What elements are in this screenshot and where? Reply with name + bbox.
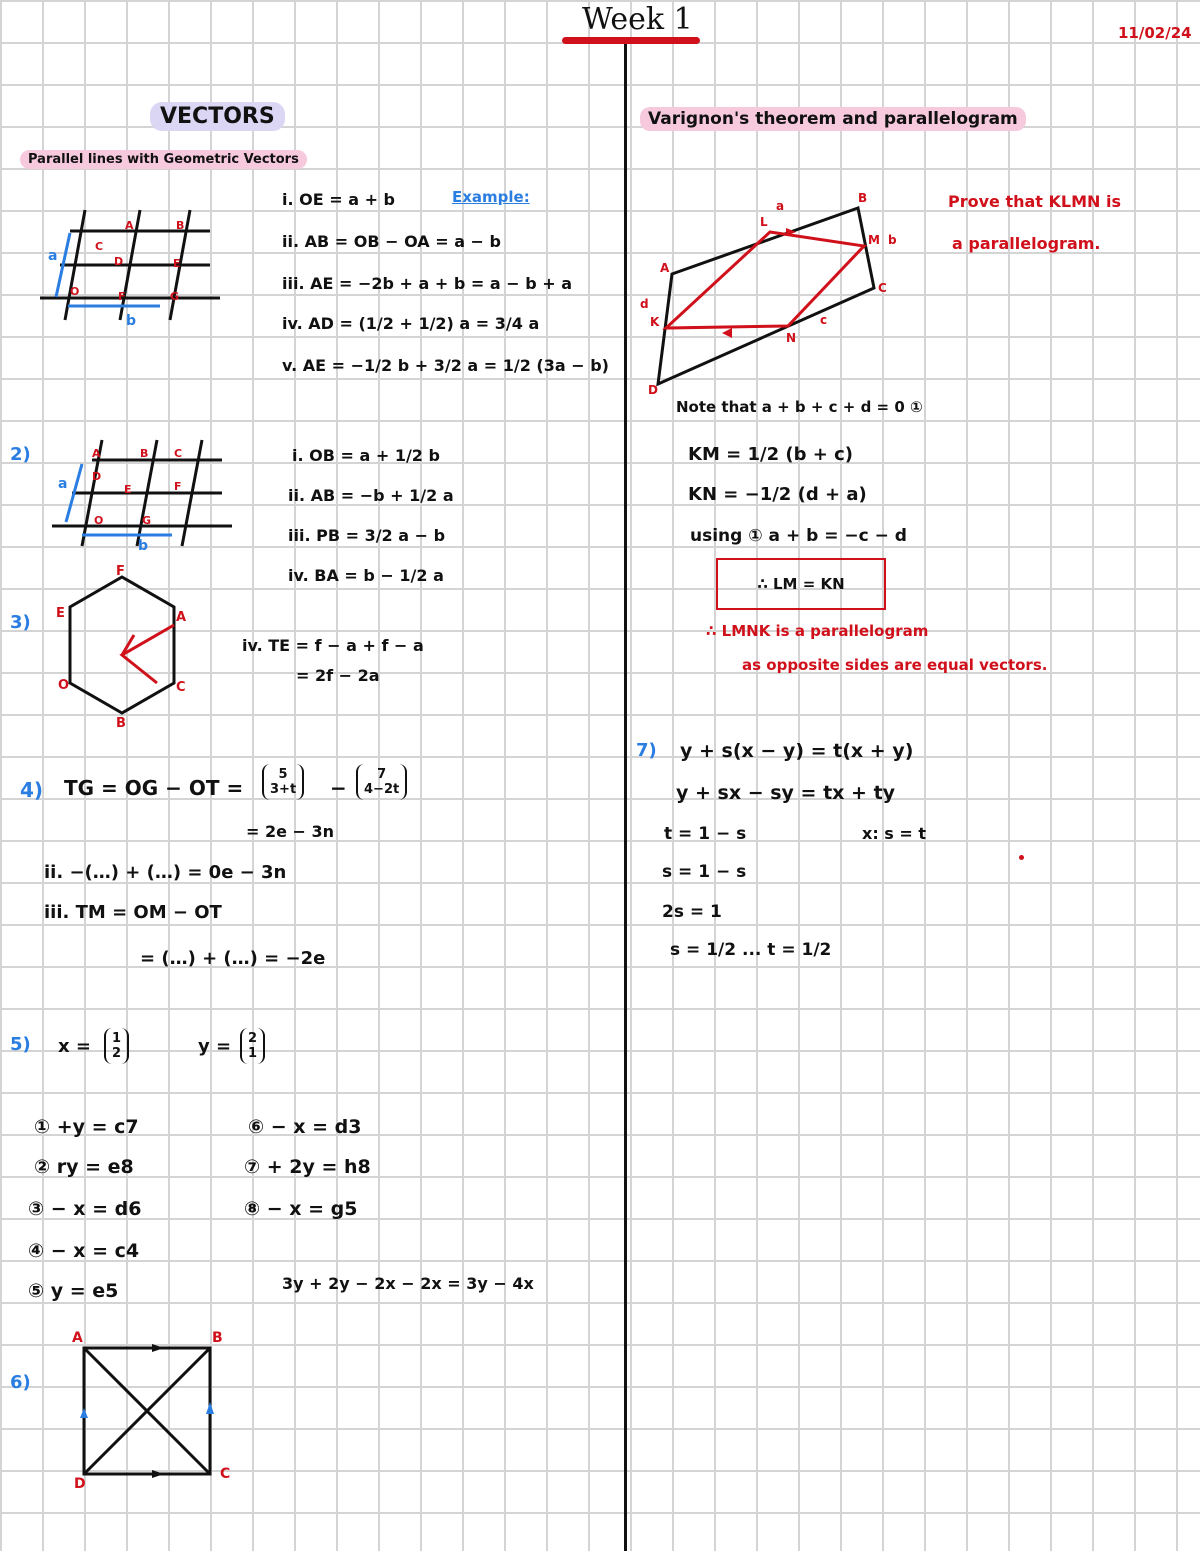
stray-dot xyxy=(1019,855,1024,860)
varignon-heading: Varignon's theorem and parallelogram xyxy=(640,107,1026,131)
q2-line-2: ii. AB = −b + 1/2 a xyxy=(288,486,454,505)
svg-text:A: A xyxy=(92,447,101,460)
q4-number: 4) xyxy=(20,778,44,802)
q1-line-3: iii. AE = −2b + a + b = a − b + a xyxy=(282,274,572,293)
prove-line-2: a parallelogram. xyxy=(952,234,1101,253)
svg-text:d: d xyxy=(640,297,649,311)
q1-label-o: O xyxy=(70,285,80,298)
varignon-diagram xyxy=(636,188,916,398)
varignon-conclusion-2: as opposite sides are equal vectors. xyxy=(742,656,1048,674)
center-divider xyxy=(624,38,627,1551)
q1-line-5: v. AE = −1/2 b + 3/2 a = 1/2 (3a − b) xyxy=(282,356,609,375)
svg-text:b: b xyxy=(126,313,137,329)
svg-text:C: C xyxy=(220,1466,231,1482)
q7-line-1: y + s(x − y) = t(x + y) xyxy=(680,740,914,762)
q5-y-top: 2 xyxy=(248,1031,258,1046)
svg-text:M: M xyxy=(868,233,880,247)
q5-col2-line-3: ⑧ − x = g5 xyxy=(244,1198,358,1220)
svg-text:B: B xyxy=(212,1330,223,1346)
svg-text:B: B xyxy=(858,191,868,205)
q7-line-3: t = 1 − s xyxy=(664,824,747,844)
svg-text:G: G xyxy=(170,290,180,303)
svg-text:C: C xyxy=(878,281,887,295)
q7-aside: x: s = t xyxy=(862,824,927,843)
svg-text:a: a xyxy=(48,248,58,264)
q5-y-vector xyxy=(240,1028,265,1064)
svg-text:F: F xyxy=(118,290,126,303)
q4-line-1: TG = OG − OT = xyxy=(64,776,244,800)
q5-x-vector xyxy=(104,1028,129,1064)
svg-text:F: F xyxy=(116,564,125,579)
varignon-step-3: KN = −1/2 (d + a) xyxy=(688,484,867,505)
q7-number: 7) xyxy=(636,740,657,761)
q3-hexagon-diagram xyxy=(52,565,202,730)
q5-equation: 3y + 2y − 2x − 2x = 3y − 4x xyxy=(282,1274,534,1293)
q4-vec2-top: 7 xyxy=(377,767,387,782)
q7-line-6: s = 1/2 ... t = 1/2 xyxy=(670,940,832,960)
page-date: 11/02/24 xyxy=(1118,24,1192,42)
title-underline xyxy=(562,37,700,44)
q2-line-3: iii. PB = 3/2 a − b xyxy=(288,526,446,545)
svg-text:a: a xyxy=(58,476,68,492)
q3-number: 3) xyxy=(10,612,31,633)
q1-line-4: iv. AD = (1/2 + 1/2) a = 3/4 a xyxy=(282,314,540,333)
svg-text:K: K xyxy=(650,315,660,329)
svg-text:D: D xyxy=(114,255,124,268)
svg-text:D: D xyxy=(92,470,102,483)
svg-text:b: b xyxy=(138,538,149,554)
q5-x-top: 1 xyxy=(112,1031,122,1046)
q4-vector-1 xyxy=(262,764,304,800)
svg-text:G: G xyxy=(142,514,152,527)
q4-vec1-bottom: 3+t xyxy=(270,782,297,797)
q4-line-2: ii. −(…) + (…) = 0e − 3n xyxy=(44,862,287,883)
q6-number: 6) xyxy=(10,1372,31,1393)
example-label: Example: xyxy=(452,188,530,206)
q1-grid-diagram xyxy=(40,205,230,329)
q5-y-bottom: 1 xyxy=(248,1046,258,1061)
svg-text:E: E xyxy=(173,257,181,270)
q5-x-bottom: 2 xyxy=(112,1046,122,1061)
svg-text:C: C xyxy=(176,680,186,695)
q5-col2-line-1: ⑥ − x = d3 xyxy=(248,1116,362,1138)
svg-text:A: A xyxy=(176,610,187,625)
svg-text:c: c xyxy=(820,313,828,327)
q2-grid-diagram xyxy=(52,438,242,554)
q5-col1-line-3: ③ − x = d6 xyxy=(28,1198,142,1220)
q5-col1-line-5: ⑤ y = e5 xyxy=(28,1280,119,1302)
svg-text:E: E xyxy=(56,606,65,621)
q5-col1-line-1: ① +y = c7 xyxy=(34,1116,139,1138)
q7-line-5: 2s = 1 xyxy=(662,902,722,922)
q4-vector-2 xyxy=(356,764,407,800)
q3-line-2: = 2f − 2a xyxy=(296,666,380,685)
varignon-step-4: using ① a + b = −c − d xyxy=(690,526,907,546)
varignon-step-1: Note that a + b + c + d = 0 ① xyxy=(676,398,923,416)
svg-text:B: B xyxy=(140,447,149,460)
varignon-conclusion-1: ∴ LMNK is a parallelogram xyxy=(706,622,929,640)
q5-x-label: x = xyxy=(58,1036,91,1057)
svg-text:D: D xyxy=(648,383,658,397)
svg-text:C: C xyxy=(95,240,104,253)
q5-y-label: y = xyxy=(198,1036,232,1057)
svg-text:A: A xyxy=(72,1330,83,1346)
svg-text:B: B xyxy=(116,716,126,731)
svg-text:a: a xyxy=(776,199,785,213)
q5-number: 5) xyxy=(10,1034,31,1055)
q4-line-3: iii. TM = OM − OT xyxy=(44,902,222,923)
parallel-lines-subheading: Parallel lines with Geometric Vectors xyxy=(20,150,307,169)
svg-text:A: A xyxy=(660,261,670,275)
q5-col2-line-2: ⑦ + 2y = h8 xyxy=(244,1156,371,1178)
vectors-heading: VECTORS xyxy=(150,102,285,131)
svg-text:O: O xyxy=(58,678,70,693)
page-title: Week 1 xyxy=(582,2,693,37)
q7-line-4: s = 1 − s xyxy=(662,862,747,882)
q2-line-1: i. OB = a + 1/2 b xyxy=(292,446,440,465)
q1-line-2: ii. AB = OB − OA = a − b xyxy=(282,232,501,251)
q5-col1-line-4: ④ − x = c4 xyxy=(28,1240,140,1262)
varignon-step-2: KM = 1/2 (b + c) xyxy=(688,444,853,465)
svg-text:b: b xyxy=(888,233,897,247)
q2-line-4: iv. BA = b − 1/2 a xyxy=(288,566,444,585)
q2-number: 2) xyxy=(10,444,31,465)
svg-text:L: L xyxy=(760,215,768,229)
q4-vec1-top: 5 xyxy=(278,767,288,782)
svg-text:A: A xyxy=(125,219,134,232)
q1-line-1: i. OE = a + b xyxy=(282,190,396,209)
prove-line-1: Prove that KLMN is xyxy=(948,192,1121,211)
svg-text:B: B xyxy=(176,219,185,232)
svg-text:F: F xyxy=(174,480,182,493)
q4-line-4: = (…) + (…) = −2e xyxy=(140,948,326,969)
q5-col1-line-2: ② ry = e8 xyxy=(34,1156,134,1178)
q6-square-diagram xyxy=(70,1326,240,1491)
q4-minus: − xyxy=(330,776,347,800)
q4-line-1b: = 2e − 3n xyxy=(246,822,335,841)
q4-vec2-bottom: 4−2t xyxy=(364,782,400,797)
svg-text:O: O xyxy=(94,514,104,527)
q7-line-2: y + sx − sy = tx + ty xyxy=(676,782,896,804)
varignon-boxed-result: ∴ LM = KN xyxy=(716,558,886,610)
q3-line-1: iv. TE = f − a + f − a xyxy=(242,636,424,655)
svg-text:E: E xyxy=(124,483,132,496)
svg-text:N: N xyxy=(786,331,797,345)
svg-text:D: D xyxy=(74,1476,86,1492)
svg-text:C: C xyxy=(174,447,183,460)
